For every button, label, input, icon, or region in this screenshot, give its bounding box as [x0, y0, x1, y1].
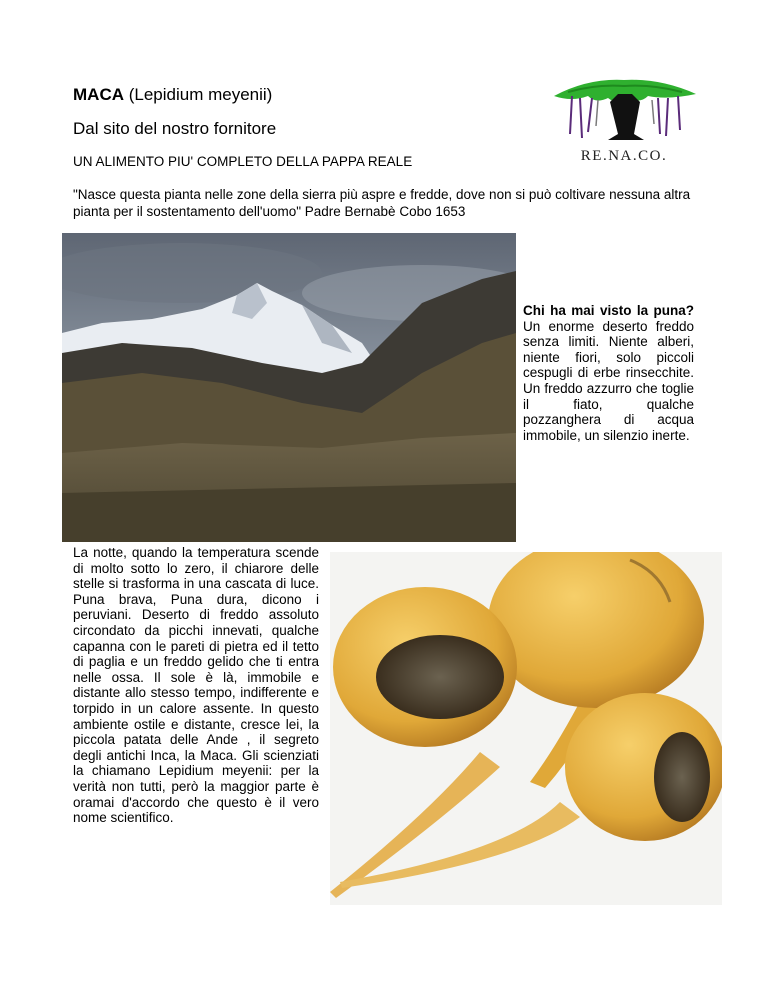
tree-logo-icon	[548, 74, 700, 168]
section-heading: UN ALIMENTO PIU' COMPLETO DELLA PAPPA REALE	[73, 154, 413, 169]
maca-roots-photo	[330, 552, 722, 905]
title-latin-name: (Lepidium meyenii)	[128, 85, 273, 104]
page-subtitle: Dal sito del nostro fornitore	[73, 119, 277, 138]
intro-quote: "Nasce questa pianta nelle zone della sierra più aspre e fredde, dove non si può coltivare nessuna altra pianta per il sostentamento dell'uomo" Padre Bernabè Cobo 1653	[73, 187, 691, 219]
andes-landscape-photo	[62, 233, 516, 542]
title-bold: MACA	[73, 85, 124, 104]
puna-paragraph	[523, 303, 694, 443]
night-paragraph: La notte, quando la temperatura scende di molto sotto lo zero, il chiarore delle stelle si trasforma in una cascata di luce. Puna brava, Puna dura, dicono i peruviani. Deserto di freddo assoluto circondato da picchi innevati, qualche capanna con le pareti di pietra ed il tetto di paglia e un freddo gelido che ti entra nelle ossa. Il sole è là, immobile e distante allo stesso tempo, indifferente e torpido in un calore assente. In questo ambiente ostile e distante, cresce lei, la piccola patata delle Ande , il segreto degli antichi Inca, la Maca. Gli scienziati la chiamano Lepidium meyenii: per la verità non tutti, però la maggior parte è oramai d'accordo che questo è il vero nome scientifico.	[73, 545, 319, 826]
puna-text: Un enorme deserto freddo senza limiti. Niente alberi, niente fiori, solo piccoli cespugli di erbe rinsecchite. Un freddo azzurro che toglie il fiato, qualche pozzanghera di acqua immobile, un silenzio inerte.	[523, 318, 694, 443]
puna-lead: Chi ha mai visto la puna?	[523, 303, 694, 318]
logo-text: RE.NA.CO.	[580, 148, 668, 164]
page-title	[73, 85, 272, 105]
renaco-logo	[548, 74, 700, 168]
